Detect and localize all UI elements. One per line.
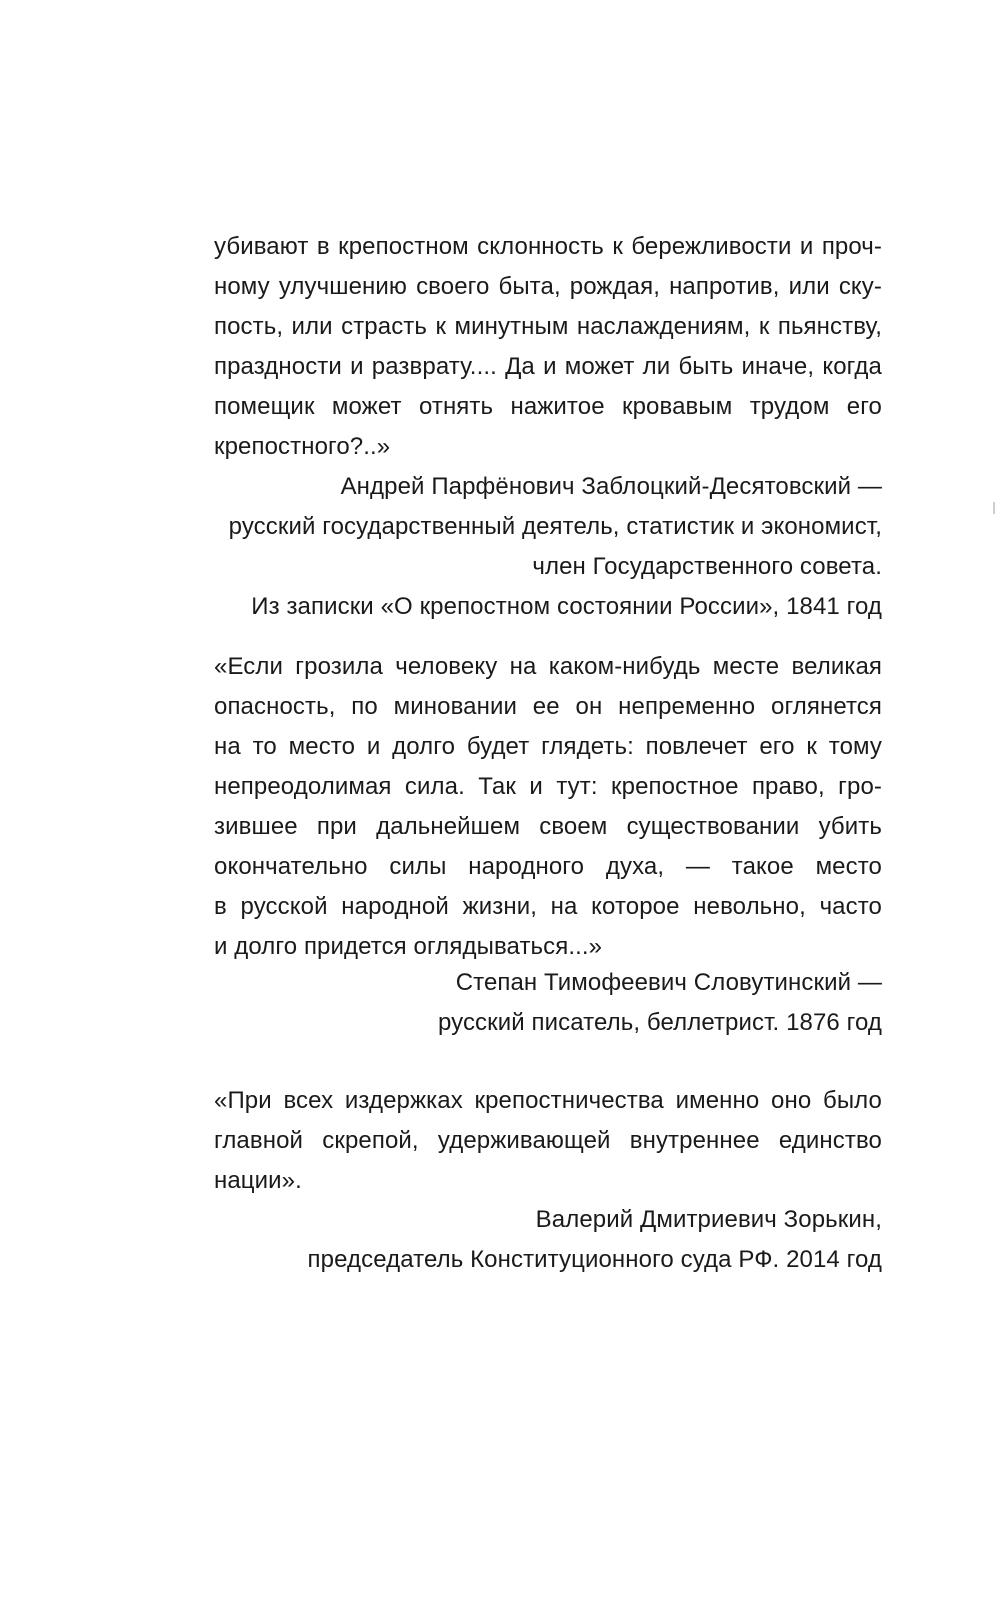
page-edge-mark: [993, 502, 995, 514]
quote-line: главной скрепой, удерживающей внутреннее единство: [214, 1127, 882, 1154]
attribution-author: Валерий Дмитриевич Зорькин,: [535, 1206, 882, 1233]
quote-line: пость, или страсть к минутным наслаждениям, к пьянству,: [214, 313, 882, 340]
attribution-line: член Государственного совета.: [532, 553, 882, 580]
quote-line: крепостного?..»: [214, 433, 391, 460]
quote-line: «Если грозила человеку на каком-нибудь месте великая: [214, 653, 882, 680]
quote-line: окончательно силы народного духа, — такое место: [214, 853, 882, 880]
quote-line: непреодолимая сила. Так и тут: крепостное право, гро-: [214, 773, 882, 800]
quote-line: помещик может отнять нажитое кровавым трудом его: [214, 393, 882, 420]
quote-line: зившее при дальнейшем своем существовании убить: [214, 813, 882, 840]
quote-line: опасность, по миновании ее он непременно оглянется: [214, 693, 882, 720]
quote-line: в русской народной жизни, на которое невольно, часто: [214, 893, 882, 920]
quote-line: «При всех издержках крепостничества именно оно было: [214, 1087, 882, 1114]
attribution-source: Из записки «О крепостном состоянии России», 1841 год: [251, 593, 882, 620]
attribution-author: Андрей Парфёнович Заблоцкий-Десятовский —: [340, 473, 882, 500]
quote-line: праздности и разврату.... Да и может ли быть иначе, когда: [214, 353, 882, 380]
attribution-line: русский писатель, беллетрист. 1876 год: [437, 1009, 882, 1036]
quote-line: ному улучшению своего быта, рождая, напротив, или ску-: [214, 273, 882, 300]
quote-line: убивают в крепостном склонность к бережливости и проч-: [214, 233, 882, 260]
quote-line: на то место и долго будет глядеть: повлечет его к тому: [214, 733, 882, 760]
attribution-line: председатель Конституционного суда РФ. 2014 год: [307, 1246, 882, 1273]
quote-line: нации».: [214, 1167, 302, 1194]
quote-line: и долго придется оглядываться...»: [214, 933, 603, 960]
attribution-line: русский государственный деятель, статистик и экономист,: [228, 513, 882, 540]
attribution-author: Степан Тимофеевич Словутинский —: [455, 969, 882, 996]
